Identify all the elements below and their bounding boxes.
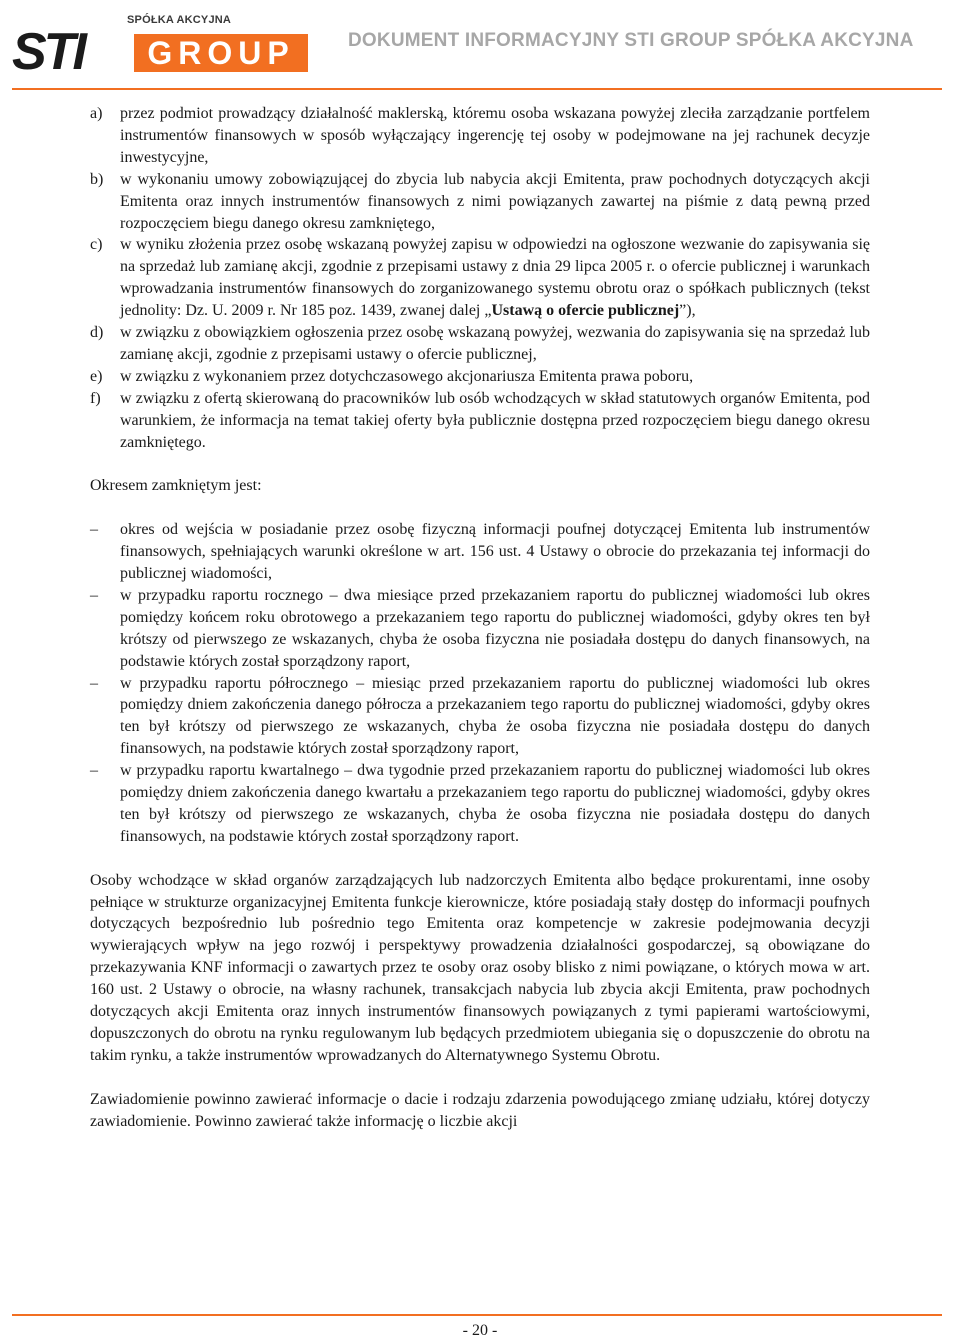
list-item-text: w związku z wykonaniem przez dotychczasowego akcjonariusza Emitenta prawa poboru, xyxy=(120,367,694,385)
sti-group-logo xyxy=(12,12,312,81)
list-item xyxy=(90,760,870,848)
list-item xyxy=(90,388,870,454)
list-marker: b) xyxy=(90,170,104,188)
list-item-text: okres od wejścia w posiadanie przez osobę fizyczną informacji poufnej dotyczącej Emitenta lub instrumentów finansowych, spełniających warunki określone w art. 156 ust. 4 Ustawy o obrocie do przekazania tej informacji do publicznej wiadomości, xyxy=(120,521,870,582)
footer-rule xyxy=(12,1314,942,1316)
list-marker: c) xyxy=(90,236,103,254)
list-item xyxy=(90,673,870,761)
list-item-text xyxy=(120,236,870,319)
closed-period-heading: Okresem zamkniętym jest: xyxy=(90,477,262,495)
list-marker: a) xyxy=(90,105,103,122)
dash-list xyxy=(90,519,870,848)
list-item-text: w przypadku raportu kwartalnego – dwa tygodnie przed przekazaniem raportu do publicznej wiadomości lub okres pomiędzy dniem zakończenia danego kwartału a przekazaniem tego raportu do publicznej wiadomości, gdyby okres ten był krótszy od pierwszego ze wskazanych, chyba że osoba fizyczna nie posiadała dostępu do danych finansowych, na podstawie których został sporządzony raport. xyxy=(120,762,870,845)
logo-company-line: SPÓŁKA AKCYJNA xyxy=(127,14,232,26)
list-marker: – xyxy=(90,674,98,692)
page-header xyxy=(0,0,960,96)
list-marker: e) xyxy=(90,367,103,385)
list-item xyxy=(90,585,870,673)
insiders-paragraph: Osoby wchodzące w skład organów zarządzających lub nadzorczych Emitenta albo będące prokurentami, inne osoby pełniące w strukturze organizacyjnej Emitenta funkcje kierownicze, które posiadają stały dostęp do informacji poufnych dotyczących bezpośrednio lub pośrednio tego Emitenta oraz kompetencje w zakresie podejmowania decyzji wywierających wpływ na jego rozwój i perspektywy prowadzenia działalności gospodarczej, są obowiązane do przekazywania KNF informacji o zawartych przez te osoby oraz osoby blisko z nimi powiązane, o których mowa w art. 160 ust. 2 Ustawy o obrocie, na własny rachunek, transakcjach nabycia lub zbycia akcji Emitenta, praw pochodnych dotyczących akcji Emitenta oraz innych instrumentów finansowych powiązanych z tymi papierami wartościowymi, dopuszczonych do obrotu na rynku regulowanym lub będących przedmiotem ubiegania się o dopuszczenie do obrotu na takim rynku, a także instrumentów wprowadzanych do Alternatywnego Systemu Obrotu. xyxy=(90,871,870,1064)
list-item-text: w przypadku raportu rocznego – dwa miesiące przed przekazaniem raportu do publicznej wiadomości lub okres pomiędzy końcem roku obrotowego a przekazaniem tego raportu do publicznej wiadomości, gdyby okres ten był krótszy od pierwszego ze wskazanych, chyba że osoba fizyczna nie posiadała dostępu do danych finansowych, na podstawie których został sporządzony raport, xyxy=(120,586,870,670)
defined-term: Ustawą o ofercie publicznej xyxy=(491,302,680,320)
list-marker: – xyxy=(90,521,98,539)
list-item-text: w związku z obowiązkiem ogłoszenia przez osobę wskazaną powyżej, wezwania do zapisywania się na sprzedaż lub zamianę akcji, zgodnie z przepisami ustawy o ofercie publicznej, xyxy=(120,324,870,363)
list-item xyxy=(90,519,870,585)
document-body xyxy=(90,103,870,1133)
document-header-title: DOKUMENT INFORMACYJNY STI GROUP SPÓŁKA AKCYJNA xyxy=(348,30,914,51)
logo-sti-wordmark: STI xyxy=(12,23,84,81)
notice-paragraph: Zawiadomienie powinno zawierać informacje o dacie i rodzaju zdarzenia powodującego zmianę udziału, której dotyczy zawiadomienie. Powinno zawierać także informację o liczbie akcji xyxy=(90,1090,870,1130)
list-marker: f) xyxy=(90,389,101,407)
list-item xyxy=(90,103,870,169)
header-rule xyxy=(12,88,942,90)
list-item-text: w wykonaniu umowy zobowiązującej do zbycia lub nabycia akcji Emitenta, praw pochodnych dotyczących akcji Emitenta oraz innych instrumentów finansowych z nimi powiązanych zawartej na piśmie z datą pewną przed rozpoczęciem biegu danego okresu zamkniętego, xyxy=(120,170,870,232)
logo-group-wordmark: GROUP xyxy=(134,34,308,72)
list-marker: – xyxy=(90,762,98,780)
list-item xyxy=(90,322,870,366)
list-marker: – xyxy=(90,586,98,604)
list-marker: d) xyxy=(90,324,104,342)
list-item-text-part: w wyniku złożenia przez osobę wskazaną powyżej zapisu w odpowiedzi na ogłoszone wezwanie do zapisywania się na sprzedaż lub zamianę akcji, zgodnie z przepisami ustawy z dnia 29 lipca 2005 r. o ofercie publicznej i warunkach wprowadzania instrumentów finansowych do zorganizowanego systemu obrotu oraz o spółkach publicznych (tekst jednolity: Dz. U. 2009 r. Nr 185 poz. 1439, zwanej dalej „ xyxy=(120,236,870,320)
list-item-text-part: ”), xyxy=(679,302,696,320)
list-item-text: przez podmiot prowadzący działalność maklerską, któremu osoba wskazana powyżej zleciła zarządzanie portfelem instrumentów finansowych w sposób wyłączający ingerencję tej osoby w podejmowane na jej rachunek decyzje inwestycyjne, xyxy=(120,105,870,166)
list-item xyxy=(90,234,870,322)
list-item-text: w związku z ofertą skierowaną do pracowników lub osób wchodzących w skład statutowych organów Emitenta, pod warunkiem, że informacja na temat takiej oferty była publicznie dostępna przed rozpoczęciem biegu danego okresu zamkniętego. xyxy=(120,389,870,451)
letter-list xyxy=(90,103,870,454)
page-number: - 20 - xyxy=(462,1322,498,1339)
list-item xyxy=(90,169,870,235)
list-item xyxy=(90,366,870,388)
list-item-text: w przypadku raportu półrocznego – miesiąc przed przekazaniem raportu do publicznej wiadomości lub okres pomiędzy dniem zakończenia danego półrocza a przekazaniem tego raportu do publicznej wiadomości, gdyby okres ten był krótszy od pierwszego ze wskazanych, chyba że osoba fizyczna nie posiadała dostępu do danych finansowych, na podstawie których został sporządzony raport, xyxy=(120,674,870,758)
